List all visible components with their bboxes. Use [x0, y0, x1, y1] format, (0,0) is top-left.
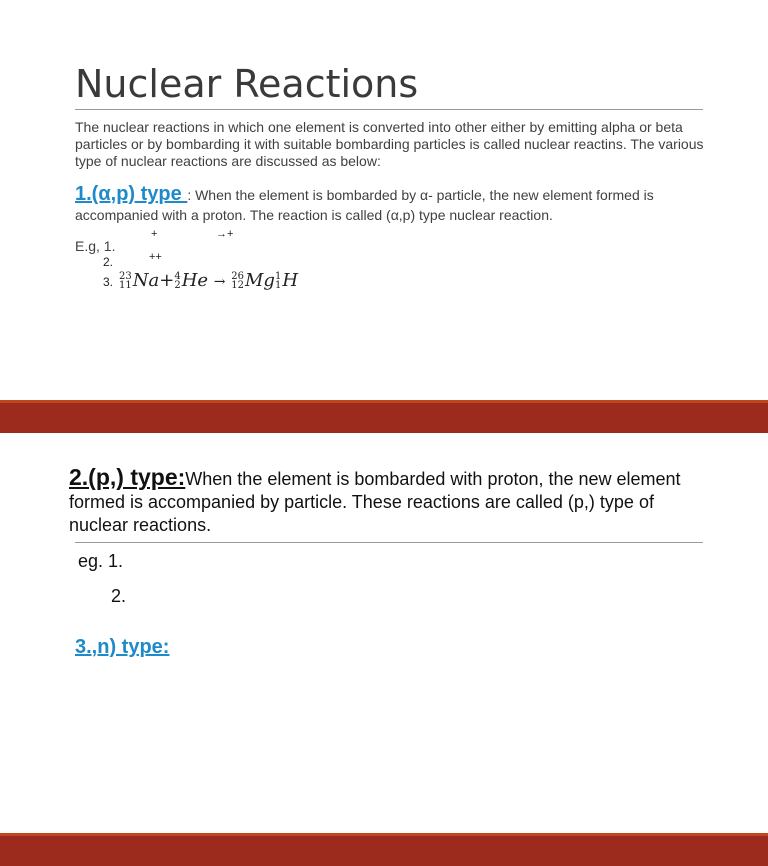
item3-number: 3. [103, 275, 114, 289]
slide-title: Nuclear Reactions [75, 62, 419, 106]
item2-marks: ++ [149, 251, 162, 263]
plus-mark: + [151, 228, 158, 240]
slide-divider-band [0, 400, 768, 433]
item2-number: 2. [103, 255, 114, 269]
type1-text: : When the element is bombarded by α- particle, the new element formed is accompanied with a proton. The reaction is called (α,p) type nuclear reaction. [75, 187, 654, 223]
title-rule [75, 109, 703, 110]
eg-label: E.g, 1. [75, 238, 116, 254]
h-isotope: 1 1 [274, 271, 282, 291]
eg-item-2: 2. [111, 586, 127, 606]
equation [103, 270, 298, 291]
type2-paragraph [69, 466, 709, 537]
type1-paragraph [75, 184, 705, 225]
slide-1 [0, 0, 768, 400]
na-symbol: Na [132, 270, 160, 291]
type2-text: When the element is bombarded with proton, the new element formed is accompanied by particle. These reactions are called (p,) type of nuclear reactions. [69, 469, 681, 535]
h-symbol: H [282, 270, 299, 291]
bottom-band [0, 833, 768, 866]
he-symbol: He [181, 270, 209, 291]
na-isotope: 23 11 [119, 271, 132, 291]
type1-heading-link[interactable]: 1.(α,p) type [75, 183, 188, 205]
plus-sign: + [159, 270, 175, 291]
eg-item-1: eg. 1. [78, 551, 124, 571]
he-isotope: 4 2 [174, 271, 181, 291]
type2-heading: 2.(p,) type: [69, 464, 186, 490]
arrow-plus-mark: →+ [216, 228, 234, 240]
mg-symbol: Mg [245, 270, 275, 291]
type3-heading-link[interactable]: 3.,n) type: [75, 636, 170, 658]
slide2-rule [75, 542, 703, 543]
mg-isotope: 26 12 [231, 271, 244, 291]
arrow-sign: → [213, 274, 226, 290]
intro-paragraph: The nuclear reactions in which one element is converted into other either by emitting alpha or beta particles or by bombarding it with suitable bombarding particles is called nuclear reactins. The various type of nuclear reactions are discussed as below: [75, 119, 704, 169]
